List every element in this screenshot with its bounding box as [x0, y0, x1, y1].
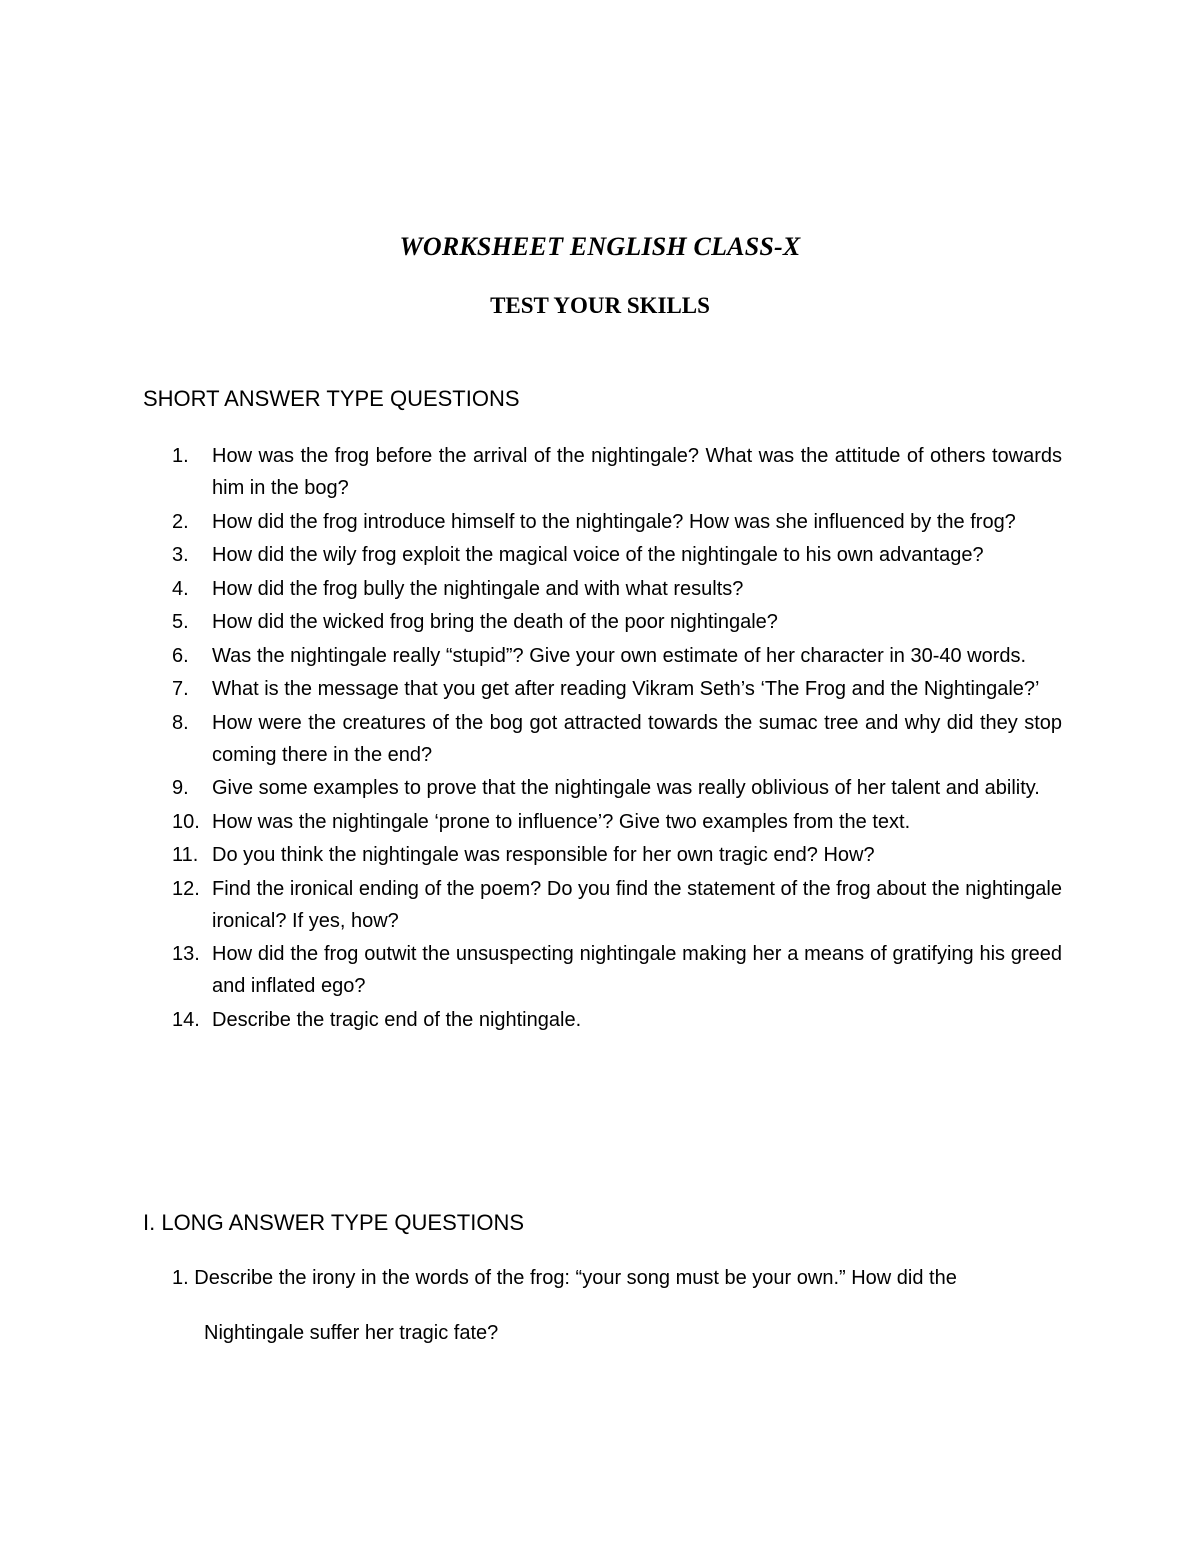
long-question-text-line2: Nightingale suffer her tragic fate?	[204, 1322, 499, 1344]
question-text: How did the frog introduce himself to the nightingale? How was she influenced by the frog?	[212, 510, 1016, 533]
question-number: 10.	[172, 810, 200, 833]
question-text: How did the frog outwit the unsuspecting nightingale making her a means of gratifying his greed and inflated ego?	[212, 943, 1062, 997]
question-text: Was the nightingale really “stupid”? Give your own estimate of her character in 30-40 words.	[212, 644, 1027, 667]
document-subtitle: TEST YOUR SKILLS	[490, 293, 710, 318]
list-item	[172, 1004, 1062, 1036]
question-text: How was the nightingale ‘prone to influence’? Give two examples from the text.	[212, 810, 911, 833]
short-question-list	[172, 440, 1062, 1037]
list-item	[172, 539, 1062, 571]
list-item	[172, 606, 1062, 638]
long-question-1	[172, 1262, 1072, 1294]
question-number: 1.	[172, 445, 189, 467]
list-item	[172, 873, 1062, 937]
list-item	[172, 640, 1062, 672]
question-text: How did the wily frog exploit the magical voice of the nightingale to his own advantage?	[212, 544, 984, 566]
question-number: 11.	[172, 844, 199, 866]
list-item	[172, 707, 1062, 771]
question-text: Find the ironical ending of the poem? Do you find the statement of the frog about the nightingale ironical? If yes, how?	[212, 877, 1062, 932]
list-item	[172, 673, 1062, 705]
list-item	[172, 839, 1062, 871]
question-text: Give some examples to prove that the nightingale was really oblivious of her talent and ability.	[212, 777, 1040, 799]
short-answer-heading: SHORT ANSWER TYPE QUESTIONS	[143, 386, 520, 411]
document-title: WORKSHEET ENGLISH CLASS-X	[399, 232, 801, 261]
long-answer-heading: I. LONG ANSWER TYPE QUESTIONS	[143, 1210, 525, 1235]
list-item	[172, 772, 1062, 804]
question-text: Describe the tragic end of the nightingale.	[212, 1008, 582, 1031]
question-number: 3.	[172, 544, 189, 566]
question-number: 13.	[172, 943, 200, 965]
question-text: How were the creatures of the bog got attracted towards the sumac tree and why did they stop coming there in the end?	[212, 711, 1062, 766]
long-question-text-line1: Describe the irony in the words of the frog: “your song must be your own.” How did the	[194, 1267, 957, 1289]
list-item	[172, 938, 1062, 1002]
list-item	[172, 573, 1062, 605]
question-text: How did the wicked frog bring the death of the poor nightingale?	[212, 611, 778, 633]
question-text: How was the frog before the arrival of the nightingale? What was the attitude of others towards him in the bog?	[212, 445, 1062, 499]
list-item	[172, 440, 1062, 504]
question-text: Do you think the nightingale was responsible for her own tragic end? How?	[212, 844, 875, 866]
list-item	[172, 506, 1062, 538]
long-question-number: 1.	[172, 1267, 189, 1289]
question-text: How did the frog bully the nightingale and with what results?	[212, 577, 744, 600]
question-number: 6.	[172, 644, 189, 667]
question-number: 9.	[172, 777, 189, 799]
question-number: 7.	[172, 678, 189, 700]
question-text: What is the message that you get after reading Vikram Seth’s ‘The Frog and the Nightingale?’	[212, 678, 1040, 700]
question-number: 4.	[172, 577, 189, 600]
question-number: 12.	[172, 877, 200, 900]
question-number: 5.	[172, 611, 189, 633]
list-item	[172, 806, 1062, 838]
question-number: 2.	[172, 510, 189, 533]
question-number: 8.	[172, 711, 189, 734]
question-number: 14.	[172, 1008, 200, 1031]
